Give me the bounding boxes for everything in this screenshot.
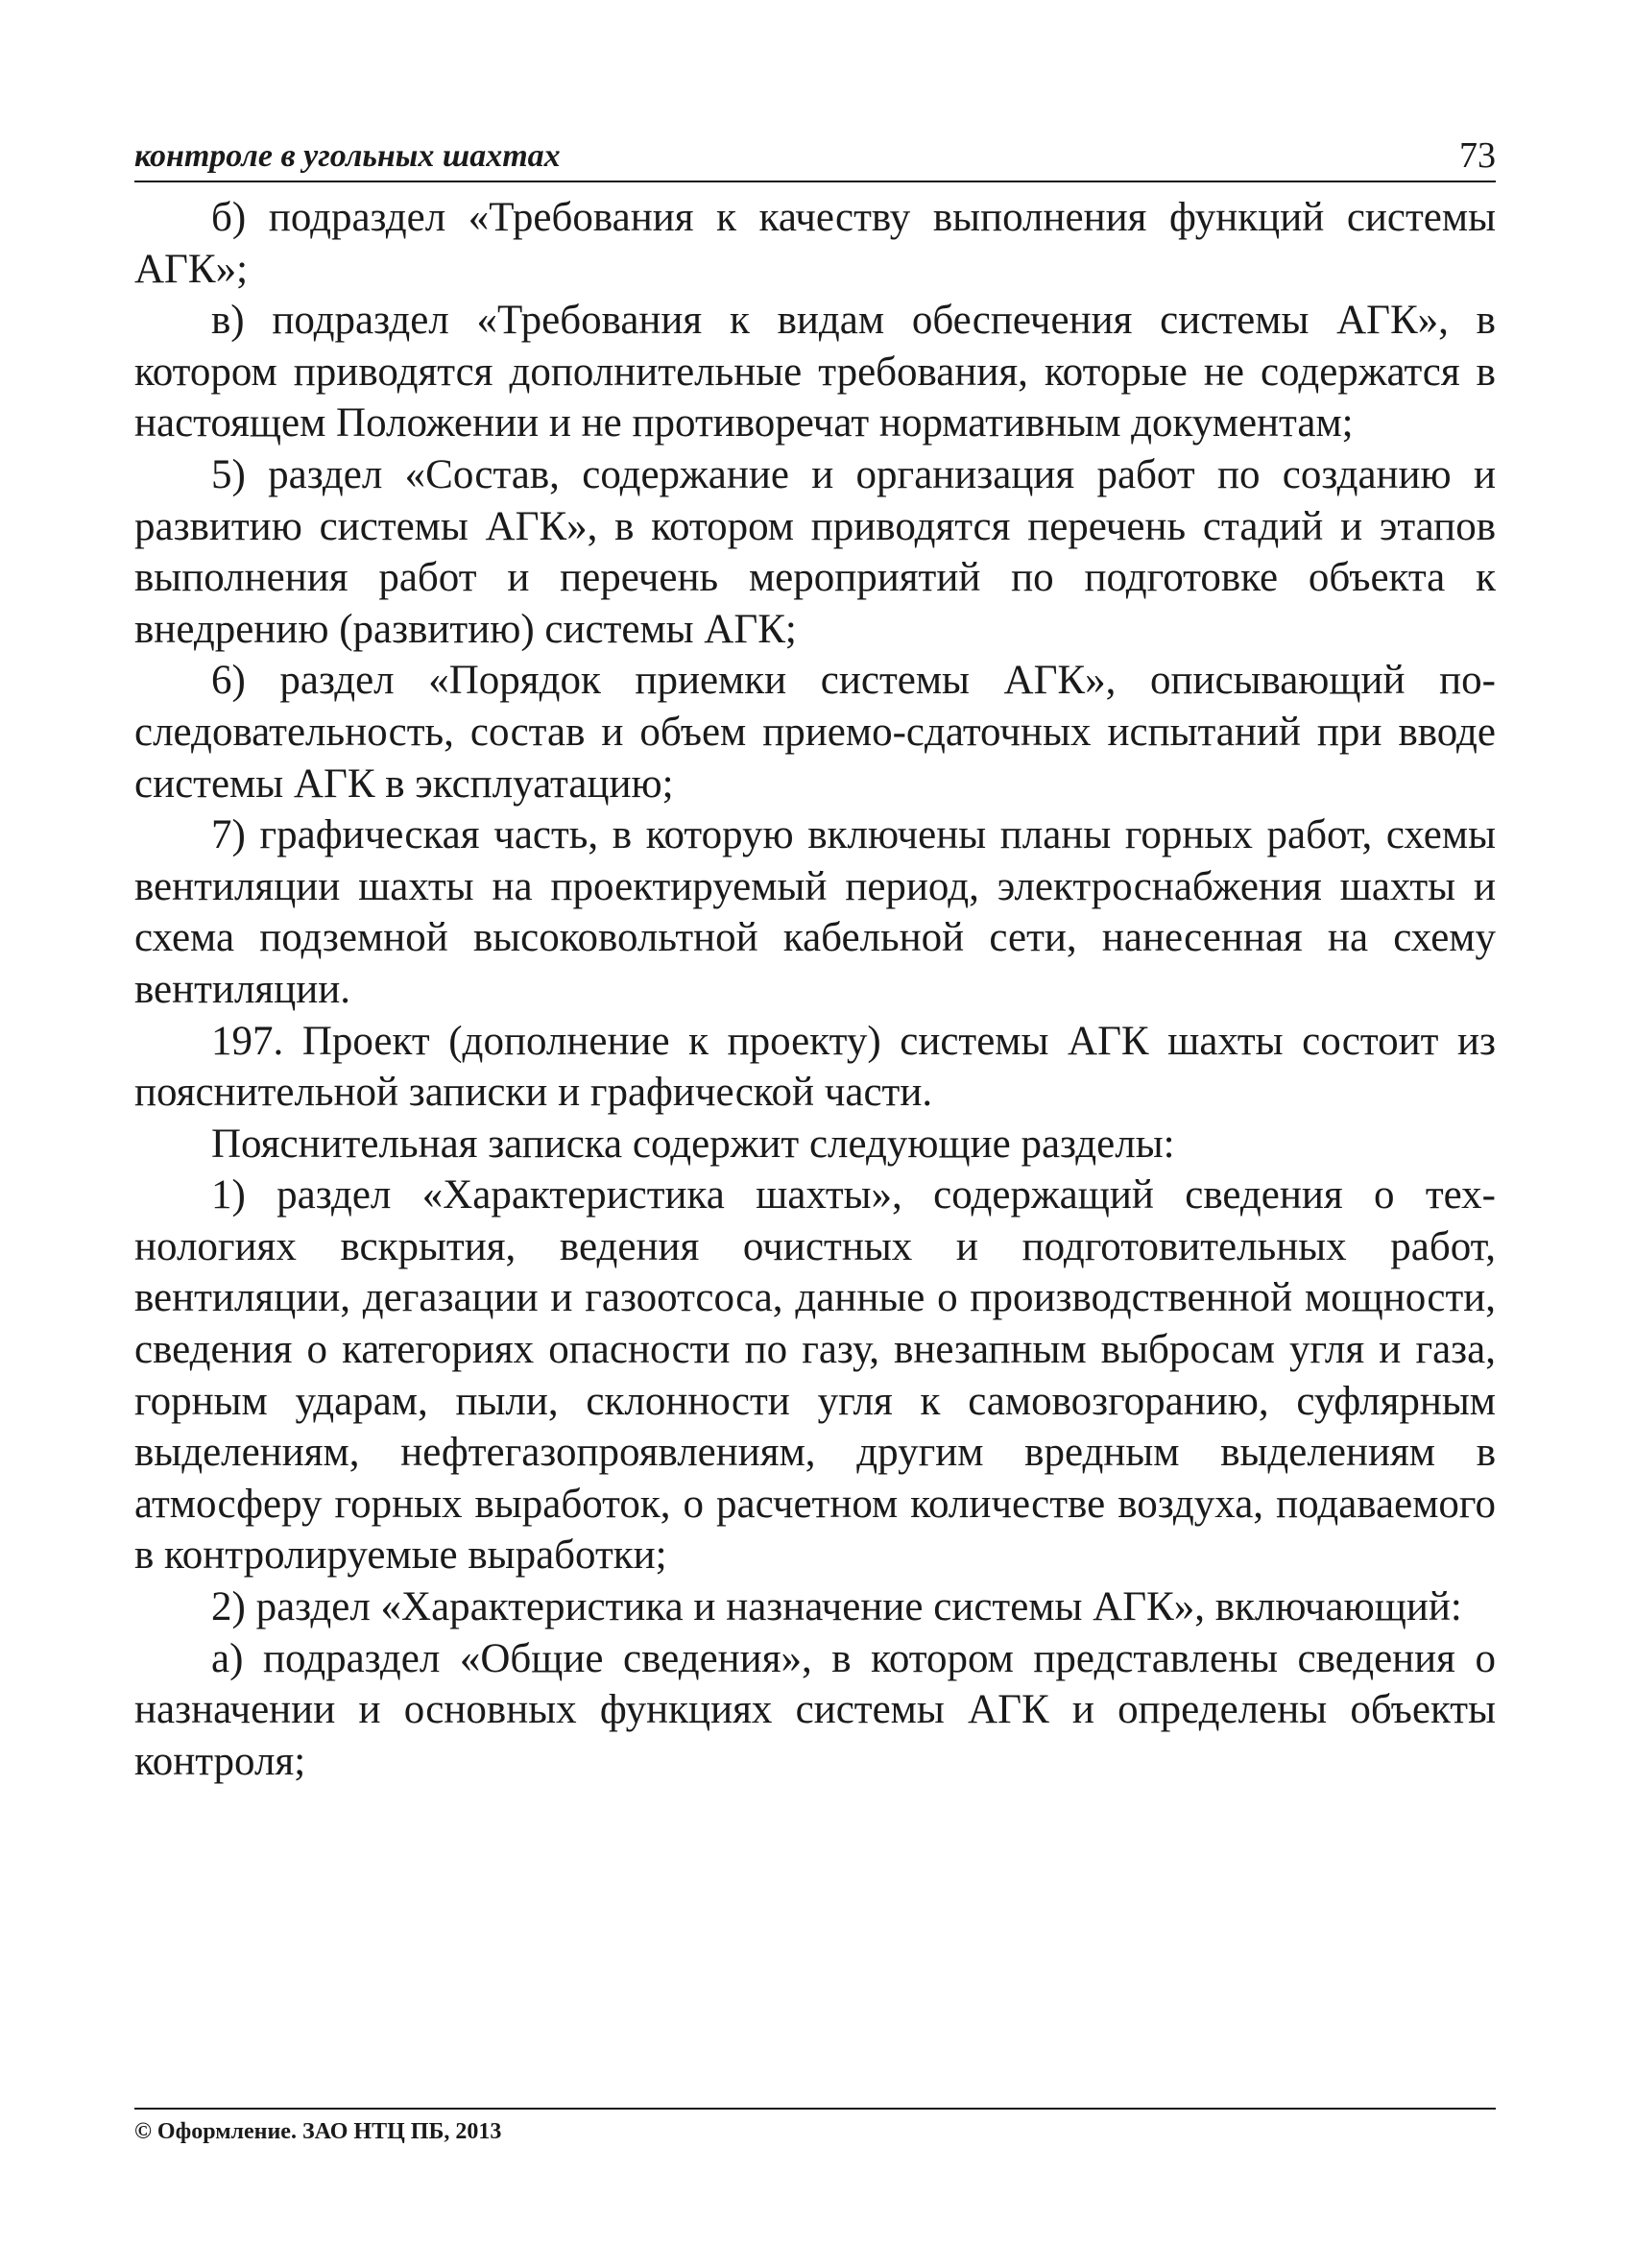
- paragraph-7-graphics: 7) графическая часть, в которую включены планы горных работ, схемы вентиляции шахты на проектируемый период, электроснабжения шахты и схема подземной высоковольтной кабельной сети, нанесенная на схему вентиляции.: [134, 812, 1496, 1012]
- document-page: [134, 123, 1496, 1787]
- body-text: [134, 192, 1496, 1787]
- paragraph-5-composition: 5) раздел «Состав, содержание и организация работ по созданию и развитию системы АГК», в котором приводятся перечень стадий и этапов выполнения работ и перечень мероприятий по подготовке объекта к внедрению (развитию) системы АГК;: [134, 451, 1496, 652]
- paragraph-a-general-info: а) подраздел «Общие сведения», в котором представлены сведения о назначении и основных функциях системы АГК и определены объекты контроля;: [134, 1635, 1496, 1784]
- paragraph-197-project: 197. Проект (дополнение к проекту) системы АГК шахты состоит из пояснительной записки и графической части.: [134, 1018, 1496, 1116]
- running-title: контроле в угольных шахтах: [134, 138, 561, 174]
- page-number: 73: [1459, 135, 1496, 176]
- paragraph-explanatory-note: Пояснительная записка содержит следующие разделы:: [211, 1121, 1175, 1167]
- page-footer: [134, 2108, 1496, 2145]
- running-header: [134, 123, 1496, 182]
- paragraph-2-system-characteristics: 2) раздел «Характеристика и назначение системы АГК», включающий:: [211, 1584, 1462, 1630]
- paragraph-b-quality: б) подраздел «Требования к качеству выполнения функций системы АГК»;: [134, 195, 1496, 292]
- paragraph-1-mine-characteristics: 1) раздел «Характеристика шахты», содержащий сведения о технологиях вскрытия, ведения очистных и подготовительных работ, вентиляции, дегазации и газоотсоса, данные о производственной мощности, сведения о категориях опасности по газу, внезапным выбросам угля и газа, горным ударам, пыли, склонности угля к самовозгоранию, суфлярным выделениям, нефтегазопроявлениям, другим вредным выделениям в атмосферу горных выработок, о расчетном количестве воздуха, подаваемого в контролируемые выработки;: [134, 1172, 1496, 1579]
- paragraph-v-support-types: в) подраздел «Требования к видам обеспечения системы АГК», в котором приводятся дополнительные требования, которые не содержатся в настоящем Положении и не противоречат нормативным документам;: [134, 298, 1496, 446]
- copyright-notice: © Оформление. ЗАО НТЦ ПБ, 2013: [134, 2119, 502, 2144]
- paragraph-6-acceptance: 6) раздел «Порядок приемки системы АГК», описывающий последовательность, состав и объем приемо-сдаточных испытаний при вводе системы АГК в эксплуатацию;: [134, 658, 1496, 807]
